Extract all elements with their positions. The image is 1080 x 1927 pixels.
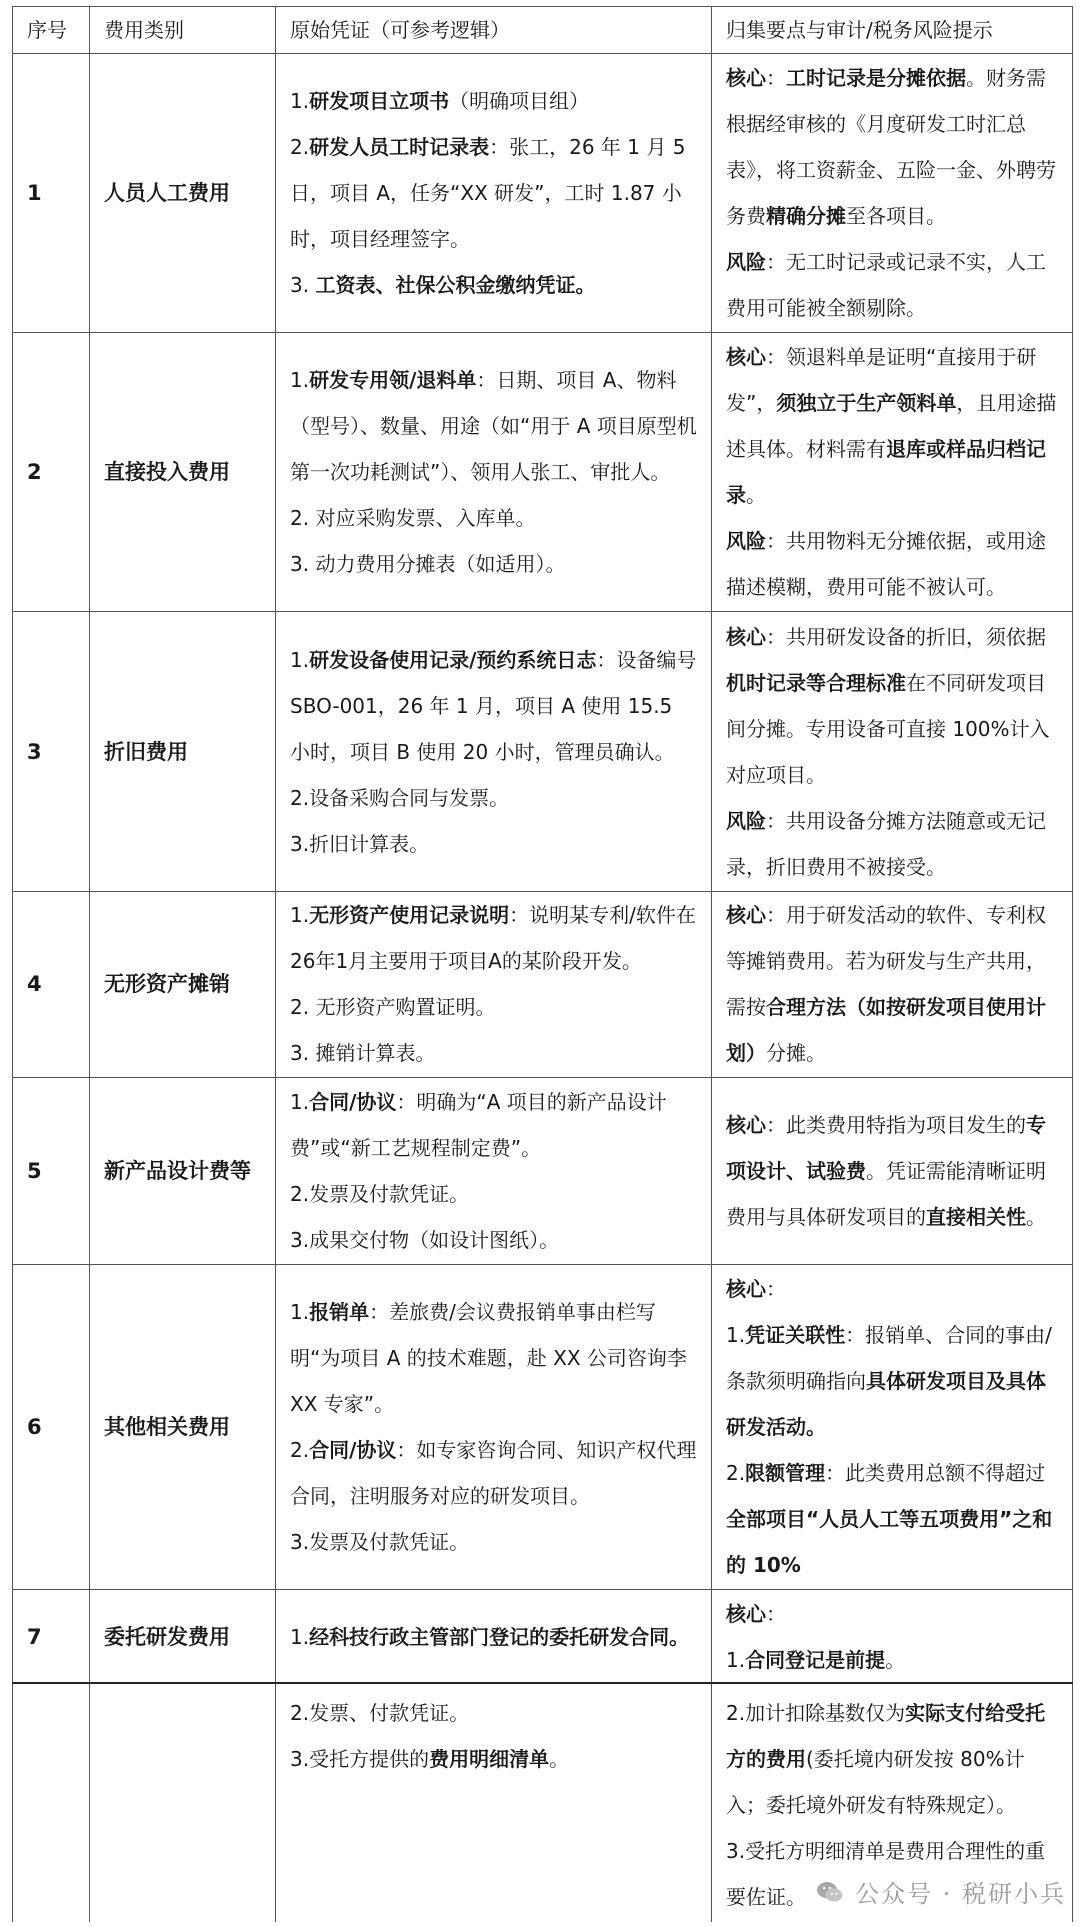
text-fragment: ： [766,66,786,91]
bold-text: 核心 [726,1276,766,1301]
bold-text: 经科技行政主管部门登记的委托研发合同。 [309,1624,690,1649]
voucher-line [290,1079,697,1171]
text-fragment: 2.发票、付款凭证。 [290,1701,470,1725]
bold-text: 退库或样品归档记录 [726,437,1046,508]
bold-text: 直接相关性 [926,1204,1026,1229]
text-fragment: ：设备编号 SBO-001，26 年 1 月，项目 A 使用 15.5 小时，项目 B 使用 20 小时，管理员确认。 [290,647,697,764]
text-fragment: 2.发票及付款凭证。 [290,1181,470,1206]
table-row [13,1264,1073,1590]
text-fragment: 1. [290,1089,310,1114]
risk-paragraph [726,1637,1058,1683]
voucher-line [290,124,697,262]
bold-text: 限额管理 [745,1460,826,1485]
text-fragment: 。 [885,1647,906,1672]
header-category: 费用类别 [90,7,276,54]
text-fragment: ：说明某专利/软件在26年1月主要用于项目A的某阶段开发。 [290,903,696,974]
text-fragment: ：共用研发设备的折旧，须依据 [766,624,1046,649]
text-fragment: ：明确为“A 项目的新产品设计费”或“新工艺规程制定费”。 [290,1089,667,1160]
text-fragment: ：共用设备分摊方法随意或无记录，折旧费用不被接受。 [726,808,1046,879]
row-number: 7 [13,1590,90,1684]
bold-text: 机时记录等合理标准 [726,670,906,695]
text-fragment: ：张工，26 年 1 月 5 日，项目 A，任务“XX 研发”，工时 1.87 小时，项目经理签字。 [290,135,686,252]
text-fragment: 3.受托方提供的 [290,1747,430,1771]
text-fragment: 。 [549,1747,570,1771]
voucher-line [290,1289,697,1427]
bold-text: 风险 [726,808,766,833]
bold-text: 研发项目立项书 [309,89,450,114]
voucher-cell [276,891,712,1077]
risk-cell [712,612,1073,891]
voucher-line [290,1030,697,1076]
voucher-line [290,262,697,308]
text-fragment: 2.设备采购合同与发票。 [290,785,510,810]
row-number: 2 [13,333,90,612]
table-row [13,1078,1073,1264]
text-fragment: ：用于研发活动的软件、专利权等摊销费用。若为研发与生产共用，需按 [726,903,1046,1020]
bold-text: 凭证关联性 [745,1322,846,1347]
text-fragment: 分摊。 [766,1041,826,1066]
text-fragment: 。凭证需能清晰证明费用与具体研发项目的 [726,1158,1046,1229]
text-fragment: 2. [290,135,310,160]
text-fragment: 2.加计扣除基数仅为 [726,1701,906,1725]
risk-paragraph [726,1690,1058,1828]
voucher-line [290,78,697,124]
row-number: 3 [13,612,90,891]
table-header-row [13,7,1073,54]
header-risk: 归集要点与审计/税务风险提示 [712,7,1073,54]
text-fragment: 1. [290,1624,310,1649]
voucher-line [290,541,697,587]
voucher-line [290,357,697,495]
table-row [13,891,1073,1077]
text-fragment: 3.成果交付物（如设计图纸）。 [290,1227,560,1252]
voucher-line [290,1690,697,1736]
bold-text: 须独立于生产领料单 [776,391,957,416]
bold-text: 费用明细清单 [429,1747,550,1771]
bold-text: 核心 [726,903,766,928]
expense-category: 新产品设计费等 [90,1078,276,1264]
expense-category: 直接投入费用 [90,333,276,612]
voucher-line [290,775,697,821]
expense-category: 折旧费用 [90,612,276,891]
text-fragment: ： [766,1276,786,1301]
text-fragment: ：如专家咨询合同、知识产权代理合同，注明服务对应的研发项目。 [290,1437,697,1508]
header-no: 序号 [13,7,90,54]
bold-text: 核心 [726,345,766,370]
text-fragment: ： [766,1601,786,1626]
text-fragment: 3. 摊销计算表。 [290,1041,436,1066]
row-number: 6 [13,1264,90,1590]
text-fragment: ，且用途描述具体。材料需有 [726,391,1057,462]
risk-cell [712,891,1073,1077]
voucher-line [290,1171,697,1217]
row-number: 1 [13,54,90,333]
bold-text: 核心 [726,1112,766,1137]
voucher-cell [276,1264,712,1590]
bold-text: 研发人员工时记录表 [309,135,490,160]
text-fragment: 。财务需根据经审核的《月度研发工时汇总表》，将工资薪金、五险一金、外聘劳务费 [726,66,1056,229]
bold-text: 专项设计、试验费 [726,1112,1046,1183]
bold-text: 研发专用领/退料单 [309,368,477,393]
text-fragment: 1. [290,1299,310,1324]
bold-text: 具体研发项目及具体研发活动。 [726,1368,1046,1439]
voucher-line [290,1614,697,1660]
bold-text: 工时记录是分摊依据 [786,66,966,91]
expense-table [12,6,1073,1684]
voucher-cell [276,333,712,612]
text-fragment: 2. 对应采购发票、入库单。 [290,506,536,531]
text-fragment: (委托境内研发按 80%计入；委托境外研发有特殊规定）。 [726,1747,1025,1817]
table-row [13,333,1073,612]
risk-cell [712,54,1073,333]
row-number: 5 [13,1078,90,1264]
bold-text: 核心 [726,66,766,91]
text-fragment: 1. [726,1647,746,1672]
text-fragment: 3. [290,273,316,298]
bold-text: 全部项目“人员人工等五项费用”之和的 10% [726,1506,1053,1577]
text-fragment: 3. 动力费用分摊表（如适用）。 [290,552,566,577]
voucher-line [290,495,697,541]
continuation-no [13,1683,90,1922]
bold-text: 研发设备使用记录/预约系统日志 [309,647,597,672]
risk-paragraph [726,614,1058,798]
bold-text: 核心 [726,624,766,649]
text-fragment: 3.受托方明细清单是费用合理性的重要佐证。 [726,1839,1046,1909]
watermark-text: 公众号 · 税研小兵 [855,1880,1066,1908]
text-fragment: ：领退料单是证明“直接用于研发”， [726,345,1037,416]
bold-text: 报销单 [309,1299,370,1324]
voucher-cell [276,54,712,333]
text-fragment: 。 [1026,1204,1046,1229]
text-fragment: ：此类费用总额不得超过 [825,1460,1046,1485]
risk-paragraph [726,892,1058,1076]
bold-text: 风险 [726,250,766,275]
risk-paragraph [726,798,1058,890]
voucher-line [290,984,697,1030]
voucher-cell [276,1590,712,1684]
risk-paragraph [726,1102,1058,1240]
text-fragment: 2. 无形资产购置证明。 [290,995,496,1020]
risk-paragraph [726,518,1058,610]
text-fragment: 在不同研发项目间分摊。专用设备可直接 100%计入对应项目。 [726,670,1050,787]
text-fragment: （明确项目组） [449,89,590,114]
voucher-line [290,637,697,775]
text-fragment: ：共用物料无分摊依据，或用途描述模糊，费用可能不被认可。 [726,529,1046,600]
bold-text: 风险 [726,529,766,554]
bold-text: 工资表、社保公积金缴纳凭证。 [315,273,596,298]
voucher-line [290,1736,697,1782]
voucher-cell [276,1078,712,1264]
voucher-line [290,1427,697,1519]
header-voucher: 原始凭证（可参考逻辑） [276,7,712,54]
risk-paragraph [726,334,1058,518]
watermark [815,1874,1066,1909]
bold-text: 实际支付给受托方的费用 [726,1701,1046,1771]
text-fragment: 。 [746,483,766,508]
risk-paragraph [726,239,1058,331]
risk-paragraph [726,55,1058,239]
bold-text: 无形资产使用记录说明 [309,903,510,928]
text-fragment: ：报销单、合同的事由/条款须明确指向 [726,1322,1052,1393]
expense-category: 人员人工费用 [90,54,276,333]
text-fragment: 1. [290,903,310,928]
bold-text: 精确分摊 [766,204,846,229]
text-fragment: 1. [290,647,310,672]
continuation-voucher-cell [276,1683,712,1922]
text-fragment: ：此类费用特指为项目发生的 [766,1112,1026,1137]
table-row [13,1590,1073,1684]
text-fragment: ：差旅费/会议费报销单事由栏写明“为项目 A 的技术难题，赴 XX 公司咨询李 XX 专家”。 [290,1299,687,1416]
wechat-icon [815,1877,845,1907]
text-fragment: 2. [290,1437,310,1462]
text-fragment: 1. [726,1322,746,1347]
bold-text: 合同/协议 [309,1089,397,1114]
text-fragment: 1. [290,89,310,114]
table-row [13,612,1073,891]
text-fragment: 至各项目。 [846,204,946,229]
expense-category: 委托研发费用 [90,1590,276,1684]
risk-cell [712,1078,1073,1264]
text-fragment: 3.发票及付款凭证。 [290,1529,470,1554]
bold-text: 核心 [726,1601,766,1626]
risk-cell [712,333,1073,612]
risk-cell [712,1264,1073,1590]
table-row [13,54,1073,333]
expense-category: 无形资产摊销 [90,891,276,1077]
risk-paragraph [726,1591,1058,1637]
voucher-line [290,821,697,867]
text-fragment: ：日期、项目 A、物料（型号）、数量、用途（如“用于 A 项目原型机第一次功耗测试”）、领用人张工、审批人。 [290,368,697,485]
risk-paragraph [726,1266,1058,1312]
voucher-cell [276,612,712,891]
text-fragment: 2. [726,1460,746,1485]
text-fragment: 3.折旧计算表。 [290,831,430,856]
bold-text: 合理方法（如按研发项目使用计划） [726,995,1046,1066]
row-number: 4 [13,891,90,1077]
continuation-category [90,1683,276,1922]
table-body [13,54,1073,1684]
text-fragment: ：无工时记录或记录不实，人工费用可能被全额剔除。 [726,250,1046,321]
voucher-line [290,892,697,984]
risk-paragraph [726,1450,1058,1588]
bold-text: 合同/协议 [309,1437,397,1462]
text-fragment: 1. [290,368,310,393]
voucher-line [290,1519,697,1565]
risk-cell [712,1590,1073,1684]
voucher-line [290,1217,697,1263]
risk-paragraph [726,1312,1058,1450]
bold-text: 合同登记是前提 [745,1647,886,1672]
expense-category: 其他相关费用 [90,1264,276,1590]
